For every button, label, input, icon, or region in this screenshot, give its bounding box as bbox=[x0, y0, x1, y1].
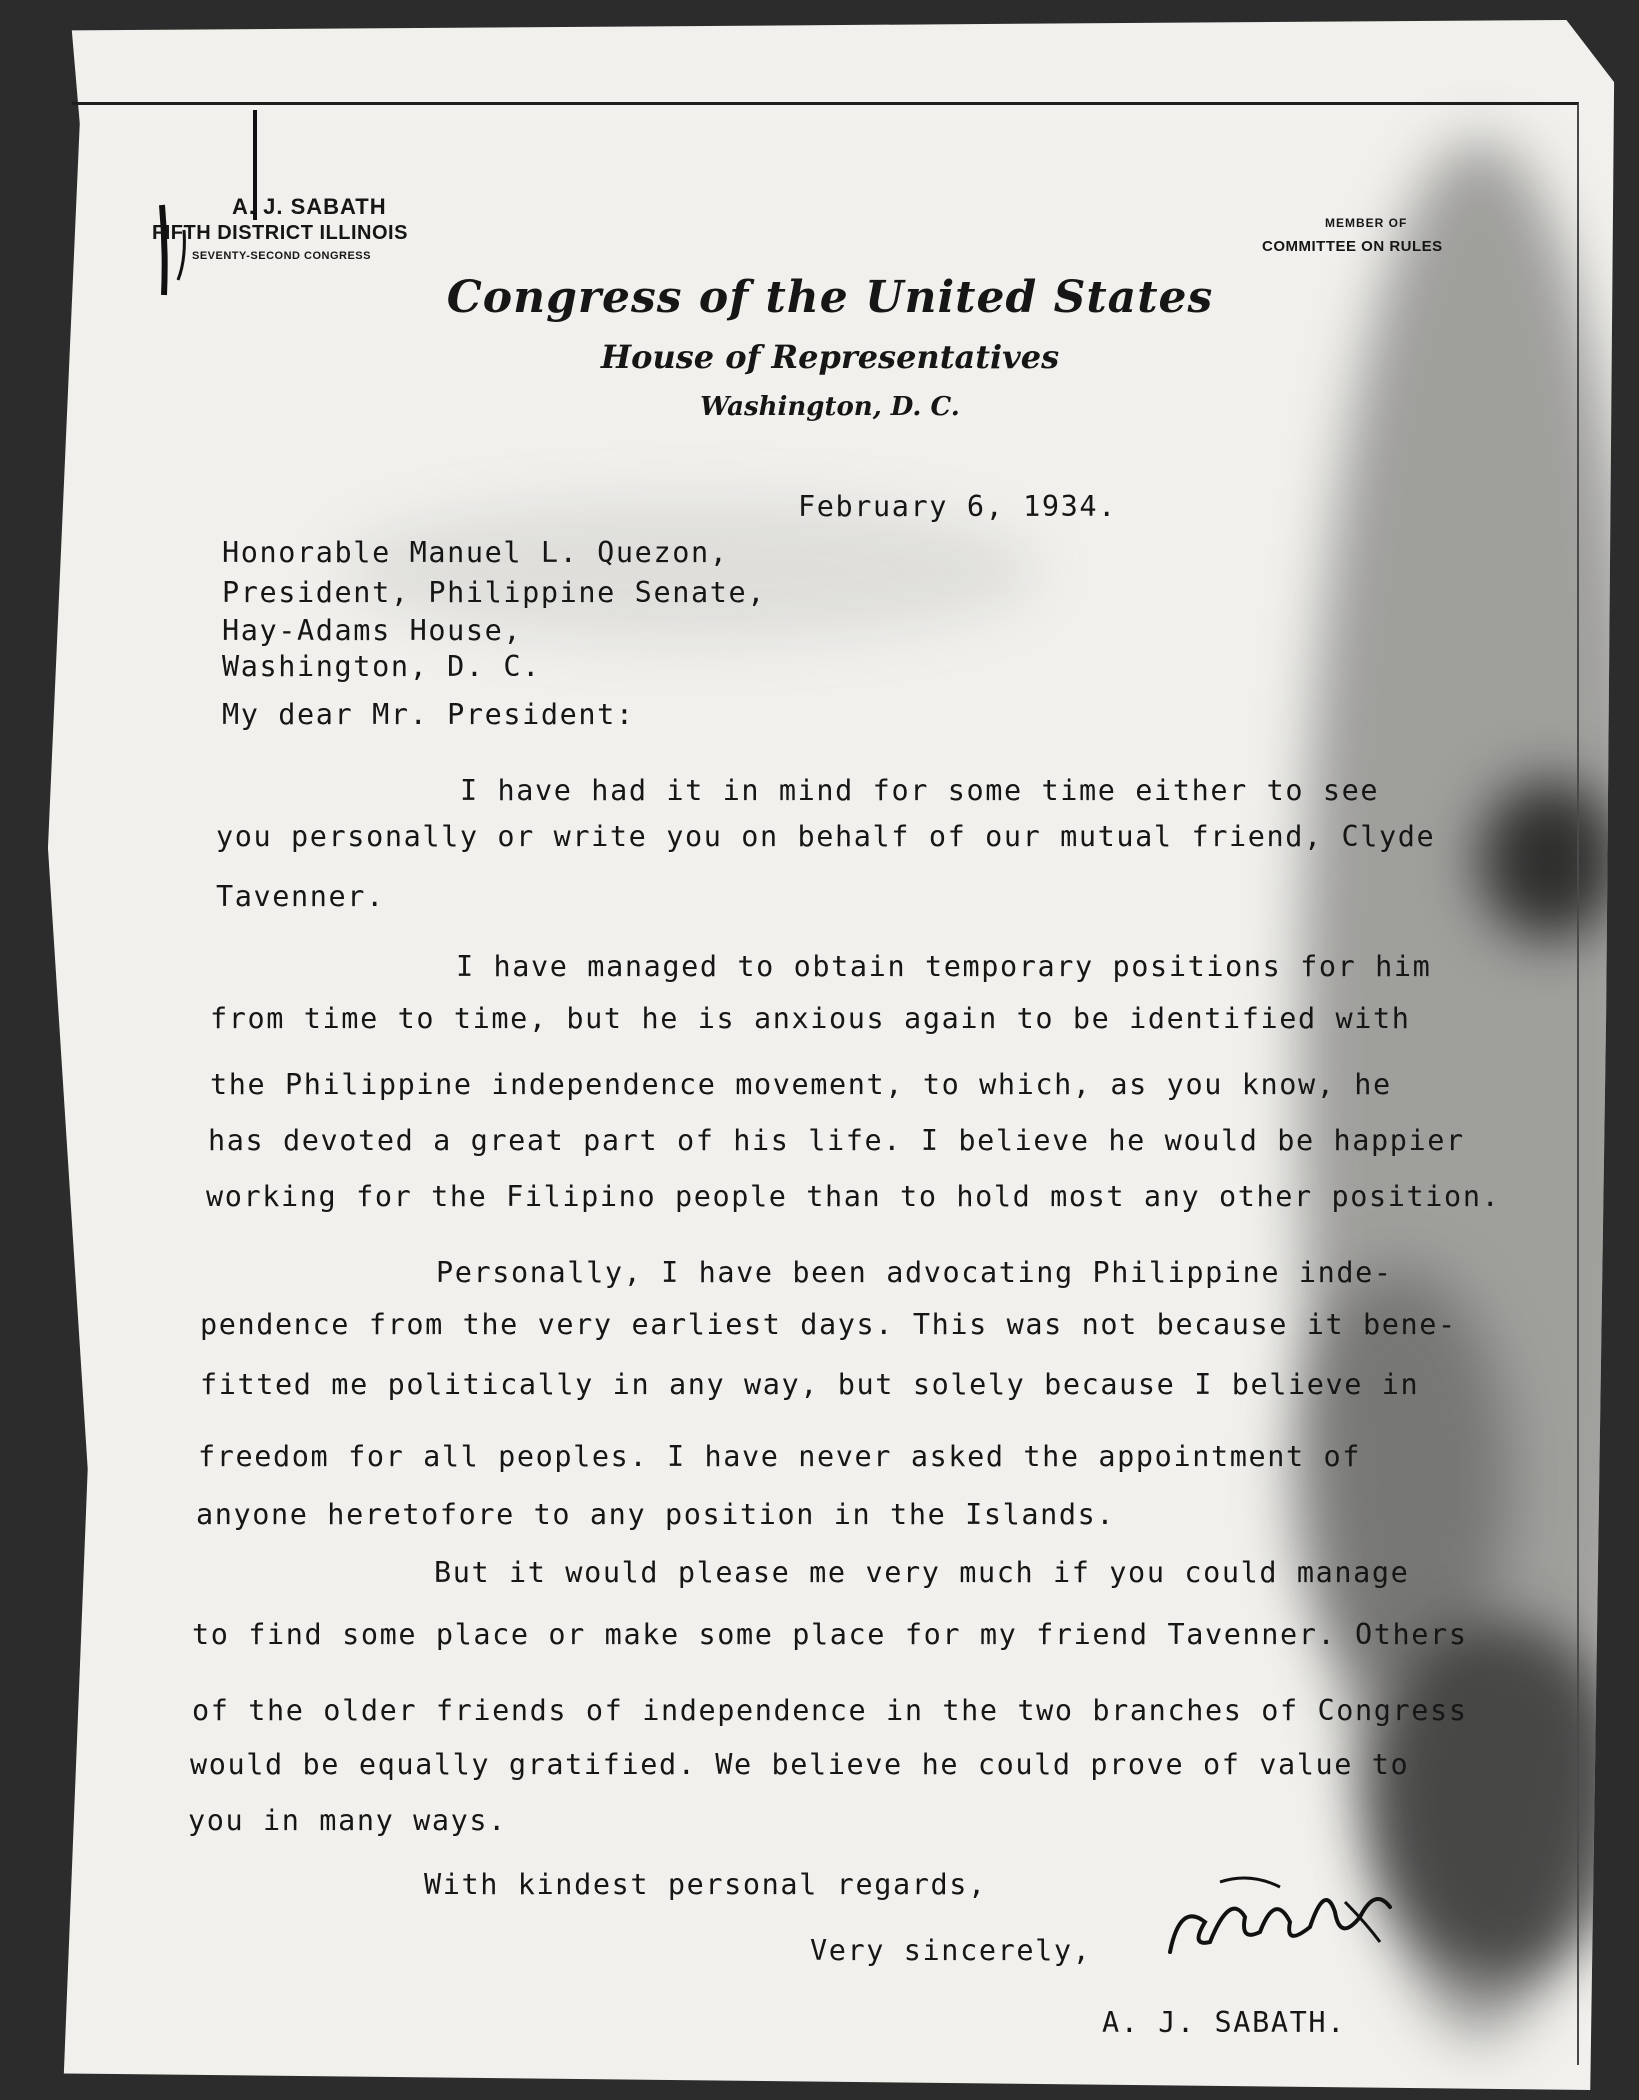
member-congress: SEVENTY-SECOND CONGRESS bbox=[192, 250, 371, 262]
body-line: Tavenner. bbox=[216, 880, 385, 913]
body-line: Personally, I have been advocating Philippine inde- bbox=[436, 1256, 1393, 1289]
body-line: would be equally gratified. We believe he could prove of value to bbox=[190, 1748, 1410, 1781]
body-line: I have managed to obtain temporary positions for him bbox=[456, 950, 1432, 983]
handwritten-signature bbox=[1150, 1862, 1400, 1972]
committee-name: COMMITTEE ON RULES bbox=[1262, 238, 1443, 255]
member-name: A. J. SABATH bbox=[232, 194, 387, 219]
salutation: My dear Mr. President: bbox=[222, 698, 635, 731]
body-line: the Philippine independence movement, to which, as you know, he bbox=[210, 1068, 1392, 1101]
body-line: pendence from the very earliest days. This was not because it bene- bbox=[200, 1308, 1457, 1341]
body-line: But it would please me very much if you could manage bbox=[434, 1556, 1410, 1589]
body-line: from time to time, but he is anxious again to be identified with bbox=[210, 1002, 1411, 1035]
letterhead-title: Congress of the United States bbox=[446, 272, 1214, 323]
recipient-line: Washington, D. C. bbox=[222, 650, 541, 683]
body-line: freedom for all peoples. I have never asked the appointment of bbox=[198, 1440, 1362, 1473]
body-line: you personally or write you on behalf of our mutual friend, Clyde bbox=[216, 820, 1436, 853]
member-district: FIFTH DISTRICT ILLINOIS bbox=[152, 222, 408, 244]
body-line: fitted me politically in any way, but solely because I believe in bbox=[200, 1368, 1420, 1401]
body-line: has devoted a great part of his life. I believe he would be happier bbox=[208, 1124, 1465, 1157]
letterhead-city: Washington, D. C. bbox=[700, 392, 960, 422]
signature-name: A. J. SABATH. bbox=[1102, 2006, 1346, 2039]
body-line: working for the Filipino people than to hold most any other position. bbox=[206, 1180, 1501, 1213]
closing-regards: With kindest personal regards, bbox=[424, 1868, 987, 1901]
recipient-line: President, Philippine Senate, bbox=[222, 576, 766, 609]
closing: Very sincerely, bbox=[810, 1934, 1092, 1967]
body-line: of the older friends of independence in the two branches of Congress bbox=[192, 1694, 1468, 1727]
committee-label: MEMBER OF bbox=[1325, 216, 1408, 230]
letter-date: February 6, 1934. bbox=[798, 490, 1117, 523]
letterhead-house: House of Representatives bbox=[600, 338, 1060, 376]
recipient-line: Honorable Manuel L. Quezon, bbox=[222, 536, 729, 569]
body-line: I have had it in mind for some time either to see bbox=[460, 774, 1380, 807]
body-line: you in many ways. bbox=[188, 1804, 507, 1837]
body-line: anyone heretofore to any position in the Islands. bbox=[196, 1498, 1116, 1531]
recipient-line: Hay-Adams House, bbox=[222, 614, 523, 647]
body-line: to find some place or make some place for my friend Tavenner. Others bbox=[192, 1618, 1468, 1651]
